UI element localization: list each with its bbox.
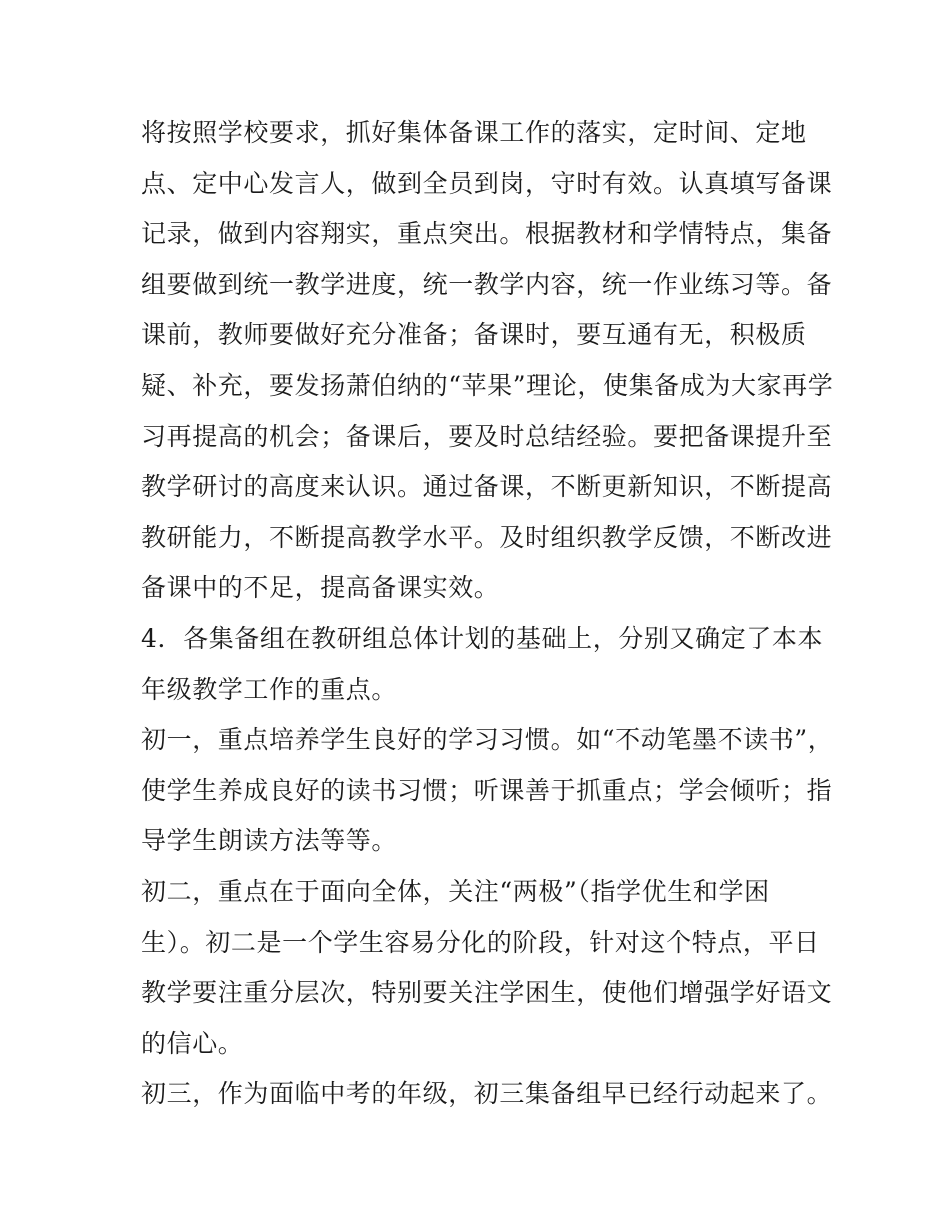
text-line: 记录，做到内容翔实，重点突出。根据教材和学情特点，集备 <box>141 219 833 249</box>
text-line: 4．各集备组在教研组总体计划的基础上，分别又确定了本本 <box>141 623 824 653</box>
text-line: 组要做到统一教学进度，统一教学内容，统一作业练习等。备 <box>141 269 833 299</box>
text-line: 将按照学校要求，抓好集体备课工作的落实，定时间、定地 <box>141 118 807 147</box>
text-line: 初一，重点培养学生良好的学习习惯。如“不动笔墨不读书”， <box>141 725 834 755</box>
text-line: 教学研讨的高度来认识。通过备课，不断更新知识，不断提高 <box>141 472 833 502</box>
text-line: 的信心。 <box>141 1028 244 1058</box>
text-line: 初三，作为面临中考的年级，初三集备组早已经行动起来了。 <box>141 1079 833 1109</box>
text-line: 备课中的不足，提高备课实效。 <box>141 573 500 603</box>
text-line: 教学要注重分层次，特别要关注学困生，使他们增强学好语文 <box>141 978 833 1008</box>
text-line: 年级教学工作的重点。 <box>141 674 398 704</box>
text-line: 习再提高的机会；备课后，要及时总结经验。要把备课提升至 <box>141 421 833 451</box>
text-line: 疑、补充，要发扬萧伯纳的“苹果”理论，使集备成为大家再学 <box>141 370 834 400</box>
text-line: 点、定中心发言人，做到全员到岗，守时有效。认真填写备课 <box>141 168 833 198</box>
text-line: 导学生朗读方法等等。 <box>141 826 398 856</box>
text-line: 生）。初二是一个学生容易分化的阶段，针对这个特点，平日 <box>141 927 820 957</box>
text-line: 教研能力，不断提高教学水平。及时组织教学反馈，不断改进 <box>141 522 833 552</box>
body-text <box>141 108 834 1120</box>
text-line: 使学生养成良好的读书习惯；听课善于抓重点；学会倾听；指 <box>141 775 833 805</box>
text-line: 课前，教师要做好充分准备；备课时，要互通有无，积极质 <box>141 320 807 350</box>
text-line: 初二，重点在于面向全体，关注“两极”（指学优生和学困 <box>141 876 770 906</box>
